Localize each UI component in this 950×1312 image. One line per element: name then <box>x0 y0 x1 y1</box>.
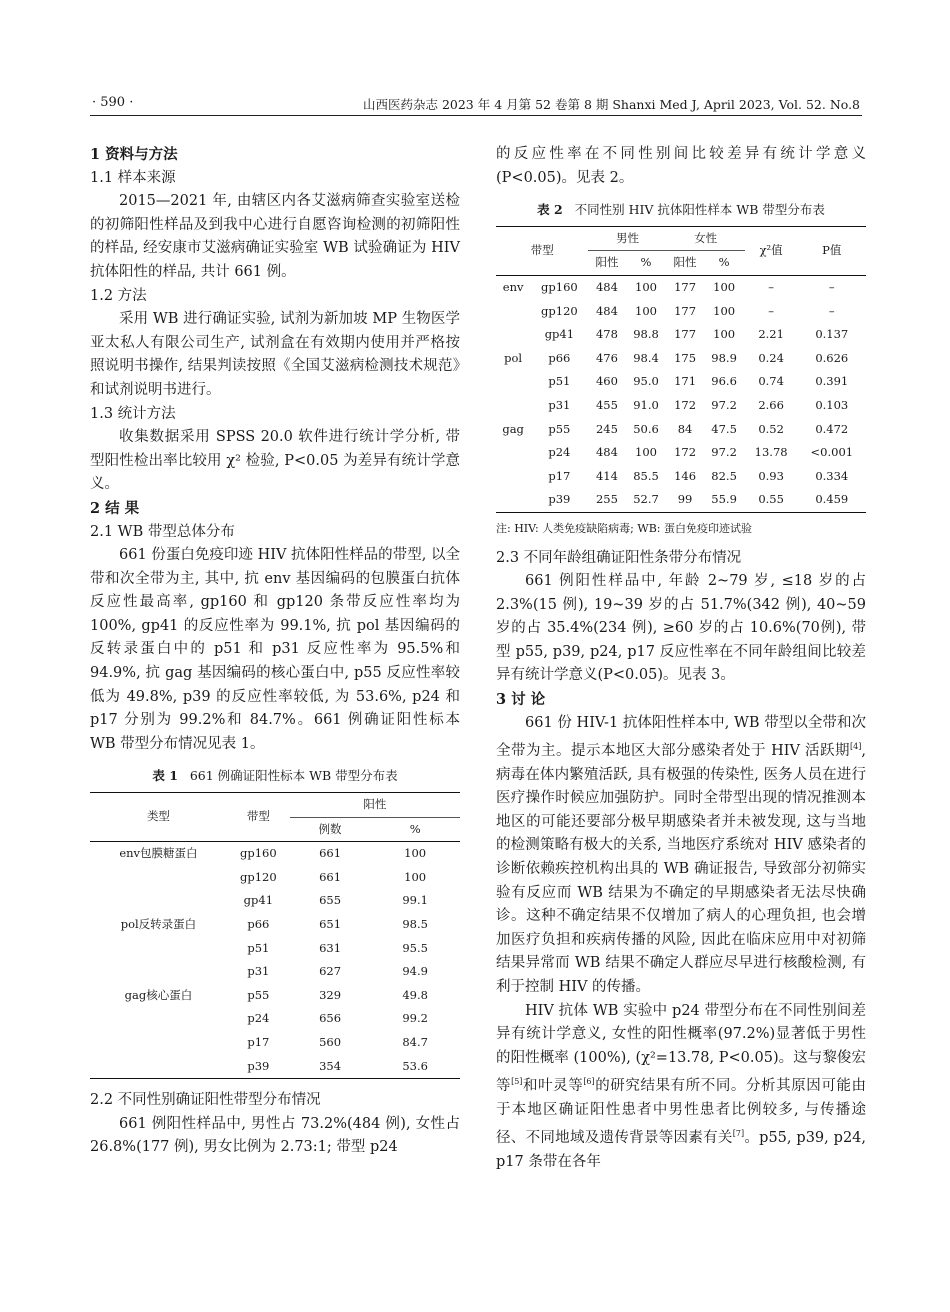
table2-number: 表 2 <box>537 202 563 218</box>
table2-cell-female-pct: 55.9 <box>711 492 737 507</box>
table2-cell-female-pos: 146 <box>674 468 697 483</box>
table2-cell-p: 0.472 <box>815 421 849 436</box>
table1-cell-band: p55 <box>247 987 270 1002</box>
table2-cell-chi: 0.24 <box>758 350 784 365</box>
table2-cell-band: p51 <box>548 374 571 389</box>
subsection-heading-2-1: 2.1 WB 带型总体分布 <box>90 523 235 540</box>
page-number: · 590 · <box>92 95 134 110</box>
table2-header-band: 带型 <box>496 226 588 275</box>
table2-cell-male-pct: 98.4 <box>633 350 659 365</box>
table1-cell-type <box>90 960 227 984</box>
table2-cell-chi: – <box>768 303 774 318</box>
table2-cell-female-pct: 82.5 <box>711 468 737 483</box>
section-heading-1: 1 资料与方法 <box>90 146 178 163</box>
reference-4: [4] <box>850 742 862 752</box>
table-row <box>496 465 866 489</box>
discussion-2-text-d: 。p55, p39, p24, p17 条带在各年 <box>496 1130 867 1170</box>
paragraph-discussion-1 <box>496 712 866 1000</box>
table-row <box>90 960 460 984</box>
table2-cell-p: 0.103 <box>815 397 849 412</box>
table-row <box>496 370 866 394</box>
table1-cell-type: pol反转录蛋白 <box>120 917 197 931</box>
table1-header-type: 类型 <box>90 793 227 842</box>
table1-cell-type: gag核心蛋白 <box>124 987 193 1002</box>
table2-cell-p: 0.626 <box>815 350 849 365</box>
table1-cell-count: 354 <box>319 1058 342 1073</box>
table2-cell-male-pct: 98.8 <box>633 327 659 342</box>
header-rule <box>90 115 862 116</box>
table-row <box>90 889 460 913</box>
table-row <box>90 1007 460 1031</box>
table1-cell-count: 627 <box>319 964 342 979</box>
table2-cell-male-pos: 455 <box>595 397 618 412</box>
subsection-heading-1-3: 1.3 统计方法 <box>90 405 176 422</box>
table1-cell-type <box>90 889 227 913</box>
right-column <box>496 143 866 1174</box>
table2-cell-p: – <box>828 303 835 318</box>
subsection-heading-2-2: 2.2 不同性别确证阳性带型分布情况 <box>90 1092 321 1109</box>
table2-cell-p: 0.334 <box>815 468 849 483</box>
table1-cell-type <box>90 1055 227 1079</box>
table2-cell-male-pos: 460 <box>595 374 618 389</box>
table2-header-male: 男性 <box>588 226 666 251</box>
table1-cell-band: p51 <box>247 940 270 955</box>
table-row <box>90 1031 460 1055</box>
table1-cell-percent: 84.7 <box>402 1034 428 1049</box>
table1-header-positive: 阳性 <box>290 793 460 818</box>
table2-cell-p: <0.001 <box>810 445 854 460</box>
table2-cell-type <box>496 488 530 512</box>
table2-cell-band: p66 <box>548 350 571 365</box>
table1-cell-count: 560 <box>319 1034 342 1049</box>
table2-cell-male-pct: 91.0 <box>633 397 659 412</box>
table-row <box>90 984 460 1008</box>
table1-cell-band: p39 <box>247 1058 270 1073</box>
table2-cell-band: p31 <box>548 397 571 412</box>
discussion-1-text-b: , 病毒在体内繁殖活跃, 具有极强的传染性, 医务人员在进行医疗操作时候应加强防护。同时全带型出现的情况推测本地区的可能还要部分极早期感染者并未被发现, 这与当地的检测策略有极大的关系, 当地医疗系统对 HIV 感染者的诊断依赖疾控机构出具的 WB 确证报告, 导致部分初筛实验有反应而 WB 结果为不确定的早期感染者无法尽快确诊。这种不确定结果不仅增加了病人的心理负担, 也会增加医疗负担和疾病传播的风险, 因此在临床应用中对初筛结果异常而 WB 结果不确定人群应尽早进行核酸检测, 有利于控制 HIV 的传播。 <box>496 743 866 996</box>
table2-cell-p: 0.137 <box>815 327 849 342</box>
table-row <box>90 937 460 961</box>
table2-cell-male-pos: 476 <box>595 350 618 365</box>
table-row <box>496 300 866 324</box>
discussion-2-text-c: 的研究结果有所不同。分析其原因可能由于本地区确证阳性患者中男性患者比例较多, 与传播途径、不同地域及遗传背景等因素有关 <box>496 1078 867 1147</box>
table2-cell-male-pos: 484 <box>595 303 618 318</box>
subsection-heading-2-3: 2.3 不同年龄组确证阳性条带分布情况 <box>496 549 742 566</box>
table2-cell-type: gag <box>502 421 524 436</box>
table1-cell-count: 656 <box>319 1011 342 1026</box>
table2-cell-band: gp41 <box>544 327 575 342</box>
table1-cell-count: 329 <box>319 987 342 1002</box>
table1-cell-count: 661 <box>319 846 342 861</box>
table2-cell-chi: 13.78 <box>754 445 788 460</box>
table1-cell-band: gp120 <box>239 869 277 884</box>
table1-cell-count: 631 <box>319 940 342 955</box>
table2-header-chi: χ²值 <box>745 226 798 275</box>
table-row <box>496 488 866 512</box>
table2-cell-female-pos: 175 <box>674 350 697 365</box>
paragraph-statistics: 收集数据采用 SPSS 20.0 软件进行统计学分析, 带型阳性检出率比较用 χ² 检验, P<0.05 为差异有统计学意义。 <box>90 429 460 493</box>
table2-body <box>496 275 866 512</box>
table2-caption <box>496 198 866 222</box>
table1-cell-type <box>90 937 227 961</box>
table1-caption <box>90 764 460 788</box>
table2-cell-type <box>496 300 530 324</box>
paragraph-age: 661 例阳性样品中, 年龄 2~79 岁, ≤18 岁的占 2.3%(15 例), 19~39 岁的占 51.7%(342 例), 40~59 岁的占 35.4%(234 例), ≥60 岁的占 10.6%(70例), 带型 p55, p39, p24, p17 反应性率在不同年龄组间比较差异有统计学意义(P<0.05)。见表 3。 <box>496 573 866 684</box>
journal-citation: 山西医药杂志 2023 年 4 月第 52 卷第 8 期 Shanxi Med J, April 2023, Vol. 52. No.8 <box>362 97 860 112</box>
discussion-2-text-a: HIV 抗体 WB 实验中 p24 带型分布在不同性别间差异有统计学意义, 女性的阳性概率(97.2%)显著低于男性的阳性概率 (100%), (χ²=13.78, P<0.05)。这与黎俊宏等 <box>496 1002 866 1095</box>
table2-cell-female-pct: 97.2 <box>711 397 737 412</box>
table-row <box>90 1055 460 1079</box>
table1-cell-band: p24 <box>247 1011 270 1026</box>
table2-cell-band: p24 <box>548 445 571 460</box>
table2-cell-p: – <box>828 279 835 294</box>
table2-cell-p: 0.391 <box>815 374 849 389</box>
table2-cell-male-pct: 100 <box>635 303 657 318</box>
paragraph-overall-distribution: 661 份蛋白免疫印迹 HIV 抗体阳性样品的带型, 以全带和次全带为主, 其中, 抗 env 基因编码的包膜蛋白抗体反应性最高率, gp160 和 gp120 条带反应性率均为 100%, gp41 的反应性率为 99.1%, 抗 pol 基因编码的反转录蛋白中的 p51 和 p31 反应性率为 95.5%和 94.9%, 抗 gag 基因编码的核心蛋白中, p55 反应性率较低为 49.8%, p39 的反应性率较低, 为 53.6%, p24 和 p17 分别为 99.2%和 84.7%。661 例确证阳性标本 WB 带型分布情况见表 1。 <box>90 547 460 752</box>
table2-cell-male-pct: 52.7 <box>633 492 659 507</box>
table2-cell-female-pct: 47.5 <box>711 421 737 436</box>
table1-title: 661 例确证阳性标本 WB 带型分布表 <box>189 768 398 784</box>
table1-cell-percent: 95.5 <box>402 940 428 955</box>
table2-cell-female-pct: 100 <box>713 327 736 342</box>
table2-cell-male-pct: 85.5 <box>633 468 659 483</box>
table1 <box>90 792 460 1079</box>
page-header <box>0 95 950 119</box>
table2-cell-male-pos: 414 <box>595 468 618 483</box>
table2-cell-male-pos: 484 <box>595 445 618 460</box>
table2-cell-band: p55 <box>548 421 571 436</box>
paragraph-methods: 采用 WB 进行确证实验, 试剂为新加坡 MP 生物医学亚太私人有限公司生产, 试剂盒在有效期内使用并严格按照说明书操作, 结果判读按照《全国艾滋病检测技术规范》和试剂说明书进行。 <box>90 311 460 398</box>
table1-cell-percent: 99.1 <box>402 893 428 908</box>
table2-cell-male-pos: 478 <box>595 327 618 342</box>
table-row <box>496 394 866 418</box>
table2-cell-chi: 0.93 <box>758 468 784 483</box>
discussion-1-text-a: 661 份 HIV-1 抗体阳性样本中, WB 带型以全带和次全带为主。提示本地区大部分感染者处于 HIV 活跃期 <box>496 714 866 760</box>
table2-cell-band: p17 <box>548 468 571 483</box>
table1-cell-type <box>90 866 227 890</box>
reference-5: [5] <box>511 1077 523 1087</box>
table2-cell-band: gp160 <box>541 279 578 294</box>
table2-cell-female-pct: 100 <box>713 303 736 318</box>
table-row <box>496 441 866 465</box>
table2-header-male-pos: 阳性 <box>595 255 619 270</box>
table1-cell-band: p66 <box>247 917 270 931</box>
table2-cell-female-pos: 172 <box>674 397 697 412</box>
table2-cell-female-pct: 98.9 <box>711 350 737 365</box>
table2-cell-type <box>496 323 530 347</box>
subsection-heading-1-1: 1.1 样本来源 <box>90 169 176 186</box>
table2-cell-type <box>496 441 530 465</box>
table1-cell-percent: 53.6 <box>402 1058 428 1073</box>
table1-cell-percent: 94.9 <box>402 964 428 979</box>
table2-cell-female-pos: 172 <box>674 445 697 460</box>
subsection-heading-1-2: 1.2 方法 <box>90 287 147 304</box>
table1-cell-count: 655 <box>319 893 342 908</box>
table1-cell-band: gp41 <box>243 893 274 908</box>
table2-header-female-pos: 阳性 <box>673 255 697 270</box>
table2-cell-type: pol <box>504 350 523 365</box>
table2-cell-chi: 0.52 <box>758 421 784 436</box>
table2-cell-type: env <box>502 279 524 294</box>
table-row <box>90 866 460 890</box>
table2-cell-male-pos: 484 <box>595 279 618 294</box>
reference-6: [6] <box>583 1077 595 1087</box>
table2-cell-band: p39 <box>548 492 571 507</box>
table1-cell-type <box>90 1007 227 1031</box>
table2-cell-female-pos: 99 <box>677 492 693 507</box>
table2-cell-band: gp120 <box>541 303 578 318</box>
table1-cell-band: p17 <box>247 1034 270 1049</box>
table1-number: 表 1 <box>152 768 178 784</box>
table2-cell-female-pos: 177 <box>674 303 697 318</box>
table-row <box>496 347 866 371</box>
table2-header-male-pct: % <box>640 255 652 270</box>
table2-cell-chi: 0.74 <box>758 374 784 389</box>
table-row <box>496 323 866 347</box>
table2-title: 不同性别 HIV 抗体阳性样本 WB 带型分布表 <box>574 202 825 218</box>
table1-body <box>90 842 460 1079</box>
table2-cell-chi: – <box>768 279 774 294</box>
table1-cell-count: 661 <box>319 869 342 884</box>
table1-cell-band: gp160 <box>239 846 277 861</box>
reference-7: [7] <box>732 1129 745 1139</box>
table1-header-percent: % <box>409 821 421 836</box>
table2-header-female: 女性 <box>667 226 745 251</box>
table1-cell-percent: 49.8 <box>402 987 428 1002</box>
table2-cell-chi: 2.21 <box>758 327 784 342</box>
table2-cell-male-pos: 245 <box>595 421 618 436</box>
table2-cell-type <box>496 370 530 394</box>
left-column <box>90 143 460 1160</box>
table2-cell-female-pos: 171 <box>674 374 697 389</box>
table2-cell-female-pos: 84 <box>677 421 693 436</box>
table2-cell-type <box>496 394 530 418</box>
table2-cell-male-pct: 50.6 <box>633 421 659 436</box>
table1-cell-count: 651 <box>319 917 342 931</box>
table1-cell-type <box>90 1031 227 1055</box>
table-row <box>90 913 460 937</box>
table1-cell-percent: 99.2 <box>402 1011 428 1026</box>
paragraph-gender: 661 例阳性样品中, 男性占 73.2%(484 例), 女性占 26.8%(177 例), 男女比例为 2.73:1; 带型 p24 <box>90 1115 460 1156</box>
table2-cell-chi: 0.55 <box>758 492 784 507</box>
table2-cell-chi: 2.66 <box>758 397 784 412</box>
section-heading-3: 3 讨 论 <box>496 691 546 709</box>
table1-header-count: 例数 <box>318 821 342 836</box>
table2-cell-female-pct: 100 <box>713 279 736 294</box>
table2-cell-male-pct: 100 <box>635 279 657 294</box>
table1-cell-percent: 100 <box>404 846 427 861</box>
table1-cell-percent: 100 <box>404 869 427 884</box>
table1-cell-band: p31 <box>247 964 270 979</box>
paragraph-gender-cont: 的反应性率在不同性别间比较差异有统计学意义(P<0.05)。见表 2。 <box>496 146 866 186</box>
table2-cell-female-pos: 177 <box>674 279 697 294</box>
table1-header-band: 带型 <box>227 793 290 842</box>
table2-cell-p: 0.459 <box>815 492 849 507</box>
table2-header-female-pct: % <box>718 255 730 270</box>
paragraph-samples: 2015—2021 年, 由辖区内各艾滋病筛查实验室送检的初筛阳性样品及到我中心进行自愿咨询检测的初筛阳性的样品, 经安康市艾滋病确证实验室 WB 试验确证为 HIV 抗体阳性的样品, 共计 661 例。 <box>90 193 460 280</box>
table2-cell-male-pos: 255 <box>595 492 618 507</box>
table1-cell-percent: 98.5 <box>402 917 428 931</box>
table2-cell-type <box>496 465 530 489</box>
table2-note: 注: HIV: 人类免疫缺陷病毒; WB: 蛋白免疫印迹试验 <box>496 521 752 535</box>
discussion-2-text-b: 和叶灵等 <box>522 1078 584 1095</box>
table-row <box>496 418 866 442</box>
section-heading-2: 2 结 果 <box>90 499 140 517</box>
table2-cell-female-pos: 177 <box>674 327 697 342</box>
paragraph-discussion-2 <box>496 1000 866 1175</box>
table2-cell-female-pct: 96.6 <box>711 374 737 389</box>
table2-cell-male-pct: 100 <box>635 445 657 460</box>
table-row <box>496 275 866 299</box>
table1-cell-type: env包膜糖蛋白 <box>119 846 198 861</box>
table2-cell-male-pct: 95.0 <box>633 374 659 389</box>
table2 <box>496 226 866 513</box>
table-row <box>90 842 460 866</box>
table2-header-p: P值 <box>798 226 866 275</box>
table2-cell-female-pct: 97.2 <box>711 445 737 460</box>
